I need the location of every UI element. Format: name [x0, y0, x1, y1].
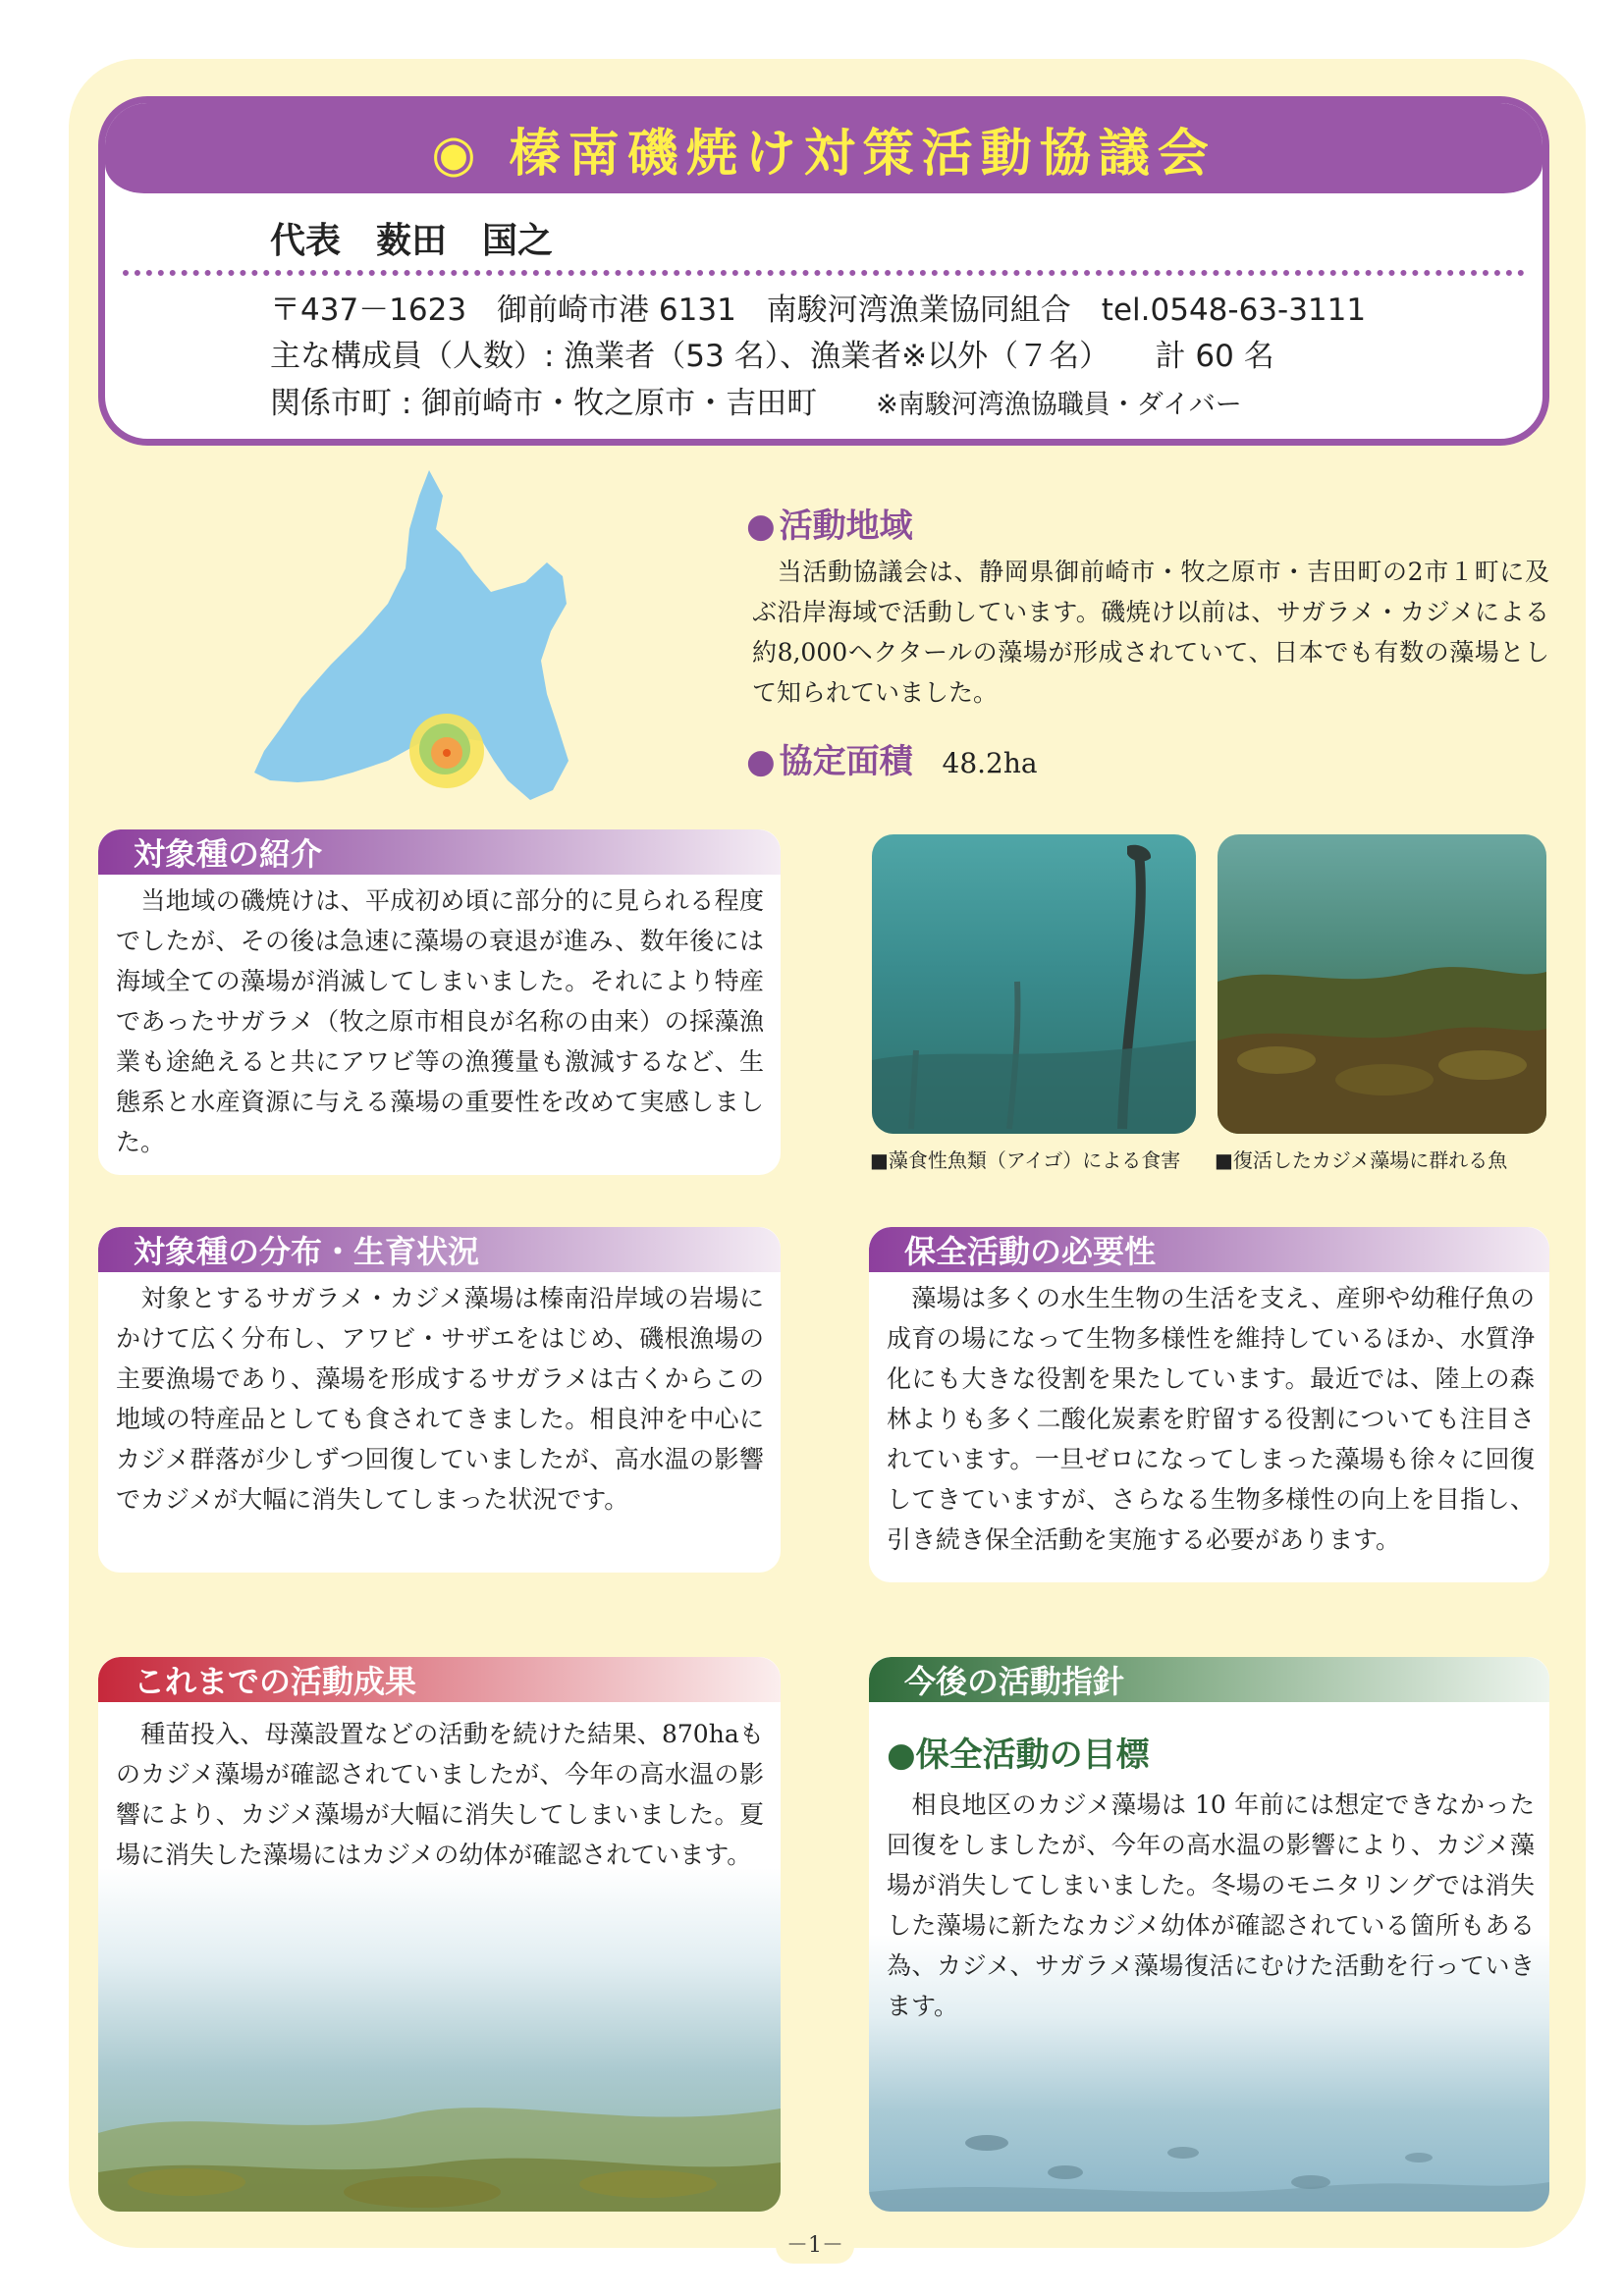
activity-area-heading: ● 活動地域	[746, 507, 913, 546]
bullet-icon: ●	[746, 742, 776, 781]
species-intro-box	[98, 829, 781, 1175]
photo-fish-grazing	[872, 834, 1196, 1134]
distribution-box	[98, 1227, 781, 1573]
address-line: 〒437－1623 御前崎市港 6131 南駿河湾漁業協同組合 tel.0548-63-3111	[270, 293, 1367, 328]
future-text: 相良地区のカジメ藻場は 10 年前には想定できなかった回復をしましたが、今年の高水温の影響により、カジメ藻場が消失してしまいました。冬場のモニタリングでは消失した藻場に新たなカジメ幼体が確認されている箇所もある為、カジメ、サガラメ藻場復活にむけた活動を行っていきます。	[887, 1790, 1535, 2020]
future-subheading: ●保全活動の目標	[887, 1735, 1150, 1775]
results-title: これまでの活動成果	[98, 1657, 781, 1702]
distribution-title: 対象種の分布・生育状況	[98, 1227, 781, 1272]
kelp-seafloor-image	[98, 2015, 781, 2212]
future-box	[869, 1657, 1549, 2212]
header-box	[98, 96, 1549, 446]
representative: 代表 薮田 国之	[270, 221, 554, 261]
photo-restored-kelp	[1218, 834, 1546, 1134]
results-text: 種苗投入、母藻設置などの活動を続けた結果、870haものカジメ藻場が確認されていましたが、今年の高水温の影響により、カジメ藻場が大幅に消失してしまいました。夏場に消失した藻場にはカジメの幼体が確認されています。	[116, 1720, 764, 1869]
results-box	[98, 1657, 781, 2212]
necessity-title: 保全活動の必要性	[869, 1227, 1549, 1272]
caption-right: ■復活したカジメ藻場に群れる魚	[1215, 1148, 1508, 1172]
necessity-box	[869, 1227, 1549, 1582]
necessity-text: 藻場は多くの水生生物の生活を支え、産卵や幼稚仔魚の成育の場になって生物多様性を維持しているほか、水質浄化にも大きな役割を果たしています。最近では、陸上の森林よりも多く二酸化炭素を貯留する役割についても注目されています。一旦ゼロになってしまった藻場も徐々に回復してきていますが、さらなる生物多様性の向上を目指し、引き続き保全活動を実施する必要があります。	[887, 1284, 1535, 1554]
area-map	[250, 466, 623, 849]
area-marker-center	[443, 749, 451, 757]
future-title: 今後の活動指針	[869, 1657, 1549, 1702]
members-note: ※南駿河湾漁協職員・ダイバー	[876, 390, 1242, 420]
distribution-text: 対象とするサガラメ・カジメ藻場は榛南沿岸域の岩場にかけて広く分布し、アワビ・サザエをはじめ、磯根漁場の主要漁場であり、藻場を形成するサガラメは古くからこの地域の特産品としても食されてきました。相良沖を中心にカジメ群落が少しずつ回復していましたが、高水温の影響でカジメが大幅に消失してしまった状況です。	[116, 1284, 764, 1514]
cities-row	[270, 378, 1242, 422]
agreement-area-value: 48.2ha	[942, 747, 1038, 779]
species-intro-title: 対象種の紹介	[98, 829, 781, 875]
page-number: －1－	[776, 2228, 854, 2264]
activity-area-text: 当活動協議会は、静岡県御前崎市・牧之原市・吉田町の2市１町に及ぶ沿岸海域で活動しています。磯焼け以前は、サガラメ・カジメによる約8,000ヘクタールの藻場が形成されていて、日本でも有数の藻場として知られていました。	[752, 558, 1549, 707]
agreement-area-heading: ● 協定面積 48.2ha	[746, 742, 1038, 781]
cities-line: 関係市町 : 御前崎市・牧之原市・吉田町	[270, 386, 818, 421]
bullet-icon: ●	[887, 1735, 916, 1775]
page-title: ◉ 榛南磯焼け対策活動協議会	[431, 124, 1217, 184]
dotted-divider	[123, 270, 1525, 276]
species-intro-text: 当地域の磯焼けは、平成初め頃に部分的に見られる程度でしたが、その後は急速に藻場の衰退が進み、数年後には海域全ての藻場が消滅してしまいました。それにより特産であったサガラメ（牧之原市相良が名称の由来）の採藻漁業も途絶えると共にアワビ等の漁獲量も激減するなど、生態系と水産資源に与える藻場の重要性を改めて実感しました。	[116, 886, 764, 1156]
caption-left: ■藻食性魚類（アイゴ）による食害	[870, 1148, 1181, 1172]
bullet-icon: ●	[746, 507, 776, 546]
members-line: 主な構成員（人数）: 漁業者（53 名）、漁業者※以外（７名） 計 60 名	[270, 339, 1274, 374]
fish-school-image	[869, 2084, 1549, 2212]
title-band	[105, 103, 1543, 193]
